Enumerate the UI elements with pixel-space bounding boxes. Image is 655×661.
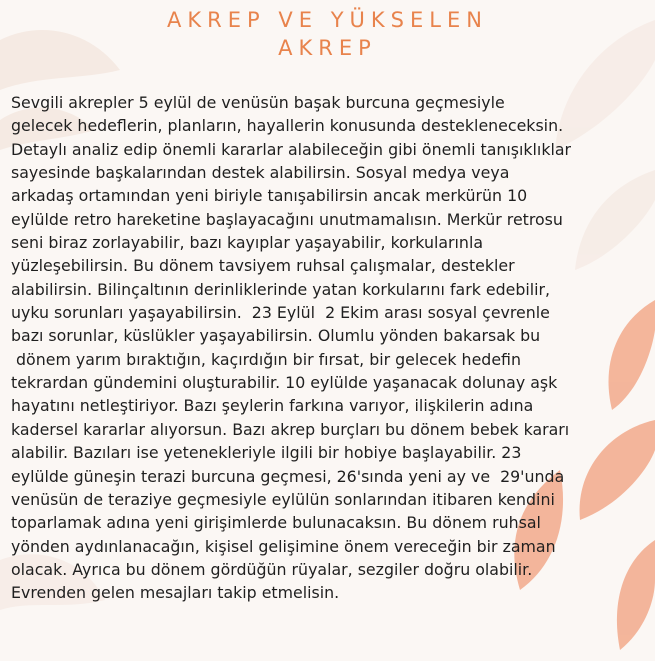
body-line: Detaylı analiz edip önemli kararlar alabileceğin gibi önemli tanışıklıklar	[11, 139, 572, 159]
body-line: venüsün de teraziye geçmesiyle eylülün sonlarından itibaren kendini	[11, 489, 555, 509]
body-line: dönem yarım bıraktığın, kaçırdığın bir fırsat, bir gelecek hedefin	[11, 349, 521, 369]
body-line: hayatını netleştiriyor. Bazı şeylerin farkına varıyor, ilişkilerin adına	[11, 396, 534, 416]
body-line: arkadaş ortamından yeni biriyle tanışabilirsin ancak merkürün 10	[11, 186, 528, 206]
body-line: yüzleşebilirsin. Bu dönem tavsiyem ruhsal çalışmalar, destekler	[11, 256, 515, 276]
body-line: olacak. Ayrıca bu dönem gördüğün rüyalar, sezgiler doğru olabilir.	[11, 559, 533, 579]
body-line: sayesinde başkalarından destek alabilirsin. Sosyal medya veya	[11, 163, 510, 183]
body-line: uyku sorunları yaşayabilirsin. 23 Eylül 2 Ekim arası sosyal çevrenle	[11, 303, 550, 323]
body-line: toparlamak adına yeni girişimlerde bulunacaksın. Bu dönem ruhsal	[11, 513, 541, 533]
body-line: tekrardan gündemini oluşturabilir. 10 eylülde yaşanacak dolunay aşk	[11, 373, 558, 393]
title-line-1: AKREP VE YÜKSELEN	[167, 8, 488, 32]
page-title	[0, 6, 655, 62]
body-line: bazı sorunlar, küslükler yaşayabilirsin. Olumlu yönden bakarsak bu	[11, 326, 541, 346]
title-line-2: AKREP	[278, 36, 377, 60]
body-line: eylülde retro hareketine başlayacağını unutmamalısın. Merkür retrosu	[11, 209, 563, 229]
body-line: seni biraz zorlayabilir, bazı kayıplar yaşayabilir, korkularınla	[11, 233, 484, 253]
body-line: kadersel kararlar alıyorsun. Bazı akrep burçları bu dönem bebek kararı	[11, 419, 570, 439]
horoscope-body-text	[11, 91, 651, 605]
body-line: alabilir. Bazıları ise yetenekleriyle ilgili bir hobiye başlayabilir. 23	[11, 443, 522, 463]
body-line: eylülde güneşin terazi burcuna geçmesi, 26'sında yeni ay ve 29'unda	[11, 466, 565, 486]
body-line: yönden aydınlanacağın, kişisel gelişimine önem vereceğin bir zaman	[11, 536, 556, 556]
body-line: alabilirsin. Bilinçaltının derinliklerinde yatan korkularını fark edebilir,	[11, 279, 551, 299]
body-line: gelecek hedeflerin, planların, hayallerin konusunda destekleneceksin.	[11, 116, 564, 136]
body-line: Sevgili akrepler 5 eylül de venüsün başak burcuna geçmesiyle	[11, 93, 505, 112]
body-line: Evrenden gelen mesajları takip etmelisin.	[11, 583, 340, 603]
